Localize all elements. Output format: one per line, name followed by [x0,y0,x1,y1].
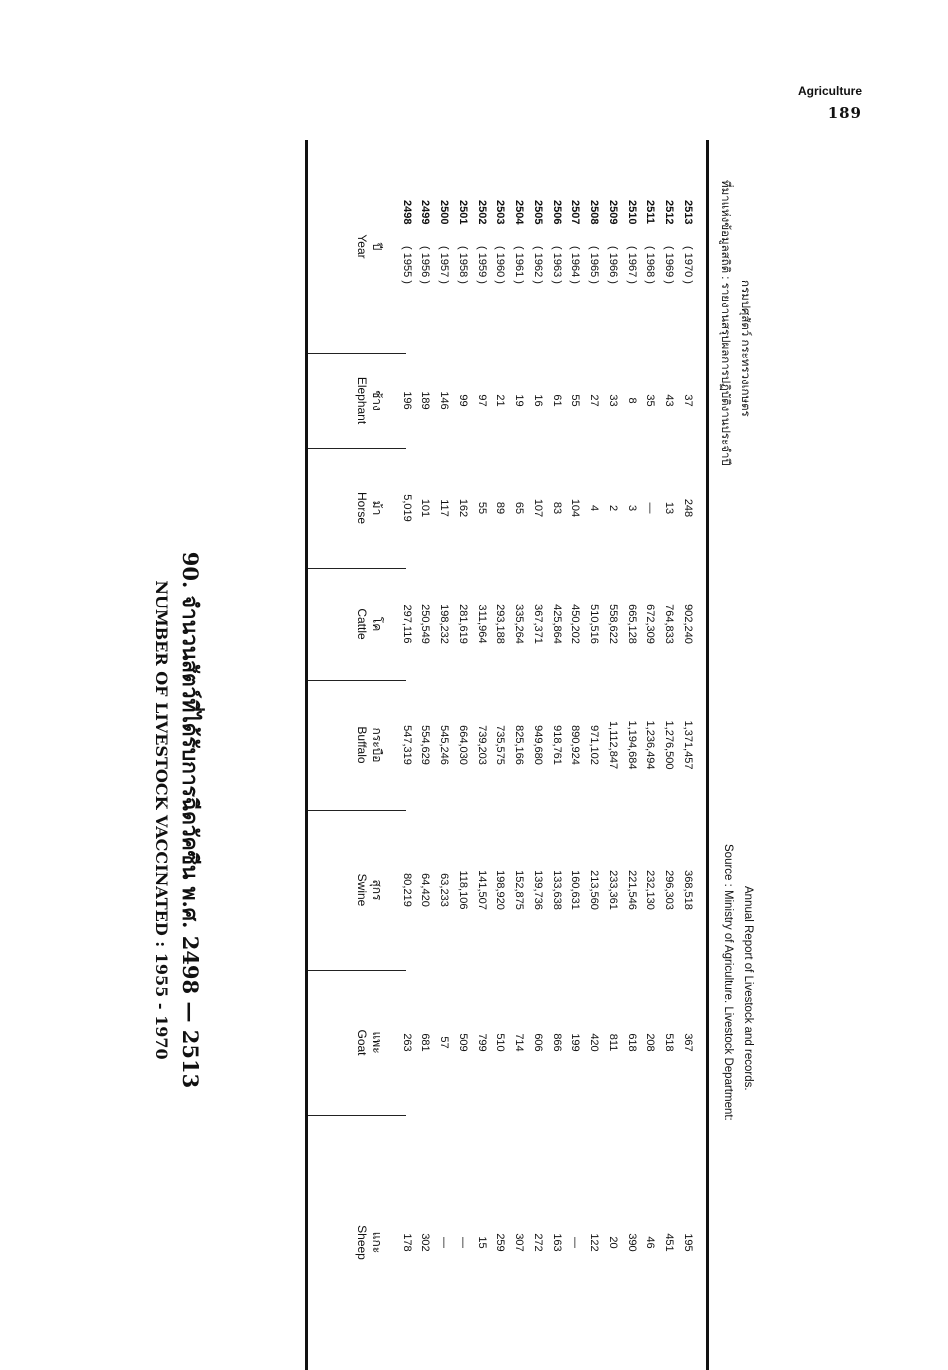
table-title-block [152,440,206,1200]
table-cell-goat: 606 [532,1033,544,1052]
table-cell-goat: 799 [475,1033,488,1052]
table-cell-horse: 2 [607,504,619,512]
table-cell-horse: 107 [532,498,544,518]
column-header-thai: กระบือ [370,727,384,763]
table-cell-goat: 509 [457,1033,469,1052]
column-header-thai: ช้าง [370,390,384,411]
column-header-sheep [354,1115,384,1370]
table-cell-goat: 263 [400,1033,413,1052]
table-cell-elephant: 189 [419,391,432,410]
year-gregorian: ( 1956 ) [419,246,432,284]
table-cell-buffalo: 739,203 [475,725,488,765]
table-cell-goat: 367 [682,1033,694,1052]
table-cell-horse: 3 [625,504,638,512]
column-header-english: Sheep [355,1225,369,1260]
table-row-year [475,200,489,306]
footnote-thai-source: ที่มาแห่งข้อมูลสถิติ : รายงานสรุปผลการปฏิบัติงานประจำปี [719,180,731,466]
year-buddhist-era: 2512 [663,200,676,225]
table-column-buffalo [308,680,706,810]
year-buddhist-era: 2513 [682,200,694,225]
year-buddhist-era: 2502 [475,200,488,225]
table-cell-cattle: 665,128 [625,604,638,644]
table-cell-buffalo: 547,319 [400,725,413,765]
table-cell-buffalo: 890,924 [569,725,582,765]
year-gregorian: ( 1968 ) [644,246,657,284]
table-cell-cattle: 297,116 [400,604,413,644]
table-cell-elephant: 146 [438,391,451,410]
column-separator [308,1115,406,1116]
table-row-year [400,200,414,306]
year-gregorian: ( 1963 ) [550,246,563,284]
table-cell-goat: 510 [494,1033,507,1052]
year-buddhist-era: 2505 [532,200,544,225]
table-cell-sheep: 451 [663,1233,676,1252]
column-header-thai: ปี [370,242,384,251]
table-cell-sheep: 122 [588,1233,601,1252]
table-row-year [419,200,433,306]
table-cell-horse: 89 [494,501,507,515]
footnote-thai-department: กรมปศุสัตว์ กระทรวงเกษตร [739,280,751,417]
table-cell-horse: — [644,502,657,514]
year-buddhist-era: 2508 [588,200,601,225]
table-row-year [512,200,526,306]
column-separator [308,680,406,681]
year-gregorian: ( 1957 ) [438,246,451,284]
table-row-year [569,200,583,306]
rotated-table-page [134,140,774,1370]
table-cell-buffalo: 918,761 [550,725,563,765]
table-cell-goat: 420 [588,1033,601,1052]
footnote-english-report: Annual Report of Livestock and records. [742,886,754,1091]
table-bottom-rule [706,140,709,1370]
table-cell-cattle: 450,202 [569,604,582,644]
table-cell-cattle: 311,964 [475,604,488,644]
table-cell-goat: 208 [644,1033,657,1052]
column-header-english: Horse [355,491,369,524]
table-cell-horse: 104 [569,498,582,518]
table-cell-swine: 368,518 [682,870,694,910]
table-cell-elephant: 37 [682,394,694,407]
page-number: 189 [827,104,862,122]
table-row-year [662,200,676,306]
page-header [798,84,862,122]
table-cell-swine: 233,361 [607,870,619,910]
table-cell-goat: 518 [663,1033,676,1052]
table-cell-elephant: 55 [569,394,582,407]
table-cell-swine: 80,219 [400,873,413,907]
table-cell-elephant: 27 [588,394,601,407]
column-header-english: Goat [355,1029,369,1056]
column-header-cattle [354,568,384,680]
table-cell-goat: 866 [550,1033,563,1052]
table-cell-elephant: 97 [475,394,488,407]
table-column-horse [308,448,706,568]
table-cell-swine: 64,420 [419,873,432,907]
table-cell-cattle: 672,309 [644,604,657,644]
column-separator [308,448,406,449]
column-header-thai: แพะ [370,1031,384,1054]
table-cell-swine: 221,546 [625,870,638,910]
table-cell-elephant: 43 [663,394,676,407]
table-cell-swine: 139,736 [532,870,544,910]
table-cell-cattle: 902,240 [682,604,694,644]
table-cell-horse: 248 [682,498,694,518]
table-title-thai: 90. จำนวนสัตว์ที่ได้รับการฉีดวัคซีน พ.ศ. 2498 — 2513 [178,551,203,1089]
table-row-year [587,200,601,306]
footnotes [714,180,774,1370]
column-header-year [354,140,384,353]
year-gregorian: ( 1961 ) [513,246,526,284]
table-row-year [681,200,695,306]
year-buddhist-era: 2507 [569,200,582,225]
table-cell-sheep: 20 [607,1236,619,1249]
year-gregorian: ( 1970 ) [682,246,694,284]
table-cell-swine: 118,106 [457,870,469,910]
table-cell-swine: 296,303 [663,870,676,910]
table-cell-elephant: 33 [607,394,619,407]
table-cell-cattle: 198,232 [438,604,451,644]
table-cell-buffalo: 1,276,500 [663,720,676,770]
table-cell-buffalo: 971,102 [588,725,601,765]
column-header-english: Buffalo [355,726,369,764]
year-buddhist-era: 2501 [457,200,469,225]
table-cell-elephant: 8 [625,397,638,404]
table-cell-goat: 714 [513,1033,526,1052]
table-cell-cattle: 293,188 [494,604,507,644]
table-cell-horse: 117 [438,499,451,517]
table-cell-swine: 152,875 [513,870,526,910]
year-buddhist-era: 2500 [438,200,451,225]
table-cell-goat: 681 [419,1033,432,1052]
table-cell-buffalo: 949,680 [532,725,544,765]
table-column-year [308,140,706,353]
table-cell-buffalo: 825,166 [513,725,526,765]
table-cell-swine: 213,560 [588,870,601,910]
table-cell-swine: 198,920 [494,870,507,910]
table-row-year [644,200,658,306]
table-row-year [437,200,451,306]
column-header-swine [354,810,384,970]
table-cell-elephant: 61 [550,394,563,407]
table-cell-buffalo: 545,246 [438,725,451,765]
year-gregorian: ( 1955 ) [400,246,413,284]
table-cell-swine: 232,130 [644,870,657,910]
table-cell-cattle: 335,264 [513,604,526,644]
column-header-elephant [354,353,384,448]
year-gregorian: ( 1959 ) [475,246,488,284]
year-gregorian: ( 1962 ) [532,246,544,284]
table-cell-elephant: 16 [532,394,544,407]
table-cell-sheep: 195 [682,1233,694,1252]
table-cell-elephant: 99 [457,394,469,407]
year-gregorian: ( 1966 ) [607,246,619,284]
table-row-year [456,200,470,306]
table-cell-buffalo: 664,030 [457,725,469,765]
table-cell-cattle: 250,549 [419,604,432,644]
table-cell-sheep: 390 [625,1233,638,1252]
table-row-year [625,200,639,306]
table-cell-sheep: 272 [532,1233,544,1252]
table-cell-goat: 57 [438,1036,451,1049]
table-cell-elephant: 19 [513,394,526,407]
table-column-goat [308,970,706,1115]
table-cell-buffalo: 554,629 [419,725,432,765]
year-gregorian: ( 1958 ) [457,246,469,284]
year-buddhist-era: 2510 [625,200,638,225]
table-cell-cattle: 281,619 [457,604,469,644]
column-header-thai: โค [370,616,384,632]
year-buddhist-era: 2498 [400,200,413,225]
column-header-thai: ม้า [370,500,384,516]
table-column-elephant [308,353,706,448]
table-cell-sheep: 178 [400,1233,413,1252]
column-header-thai: แกะ [370,1231,384,1254]
table-cell-swine: 160,631 [569,870,582,910]
footnote-english-source: Source : Ministry of Agriculture. Livestock Department: [722,844,734,1121]
column-header-english: Cattle [355,608,369,640]
table-title-english: NUMBER OF LIVESTOCK VACCINATED : 1955 - 1970 [152,580,171,1060]
table-cell-swine: 133,638 [550,870,563,910]
table-cell-elephant: 196 [400,391,413,410]
table-cell-buffalo: 735,575 [494,725,507,765]
table-cell-sheep: 302 [419,1233,432,1252]
column-header-english: Year [355,234,369,259]
column-separator [308,970,406,971]
table-cell-goat: 811 [607,1033,619,1052]
column-separator [308,568,406,569]
table-cell-swine: 63,233 [438,873,451,907]
table-cell-cattle: 425,864 [550,604,563,644]
table-row-year [494,200,508,306]
table-cell-horse: 101 [419,498,432,518]
table-cell-horse: 65 [513,501,526,515]
year-gregorian: ( 1965 ) [588,246,601,284]
section-label: Agriculture [797,84,862,98]
table-cell-cattle: 510,516 [588,604,601,644]
table-cell-buffalo: 1,112,847 [607,720,619,770]
year-gregorian: ( 1969 ) [663,246,676,284]
table-cell-horse: 13 [663,501,676,515]
year-buddhist-era: 2503 [494,200,507,225]
table-cell-buffalo: 1,371,457 [682,720,694,770]
table-cell-sheep: — [438,1237,451,1248]
table-cell-goat: 199 [569,1033,582,1052]
table-cell-elephant: 21 [494,394,507,407]
table-cell-cattle: 764,833 [663,604,676,644]
column-header-english: Elephant [355,376,369,425]
year-buddhist-era: 2506 [550,200,563,225]
table-cell-buffalo: 1,194,684 [625,720,638,770]
table-cell-sheep: 15 [475,1236,488,1249]
year-buddhist-era: 2499 [419,200,432,225]
table-row-year [606,200,620,306]
table-cell-horse: 55 [475,501,488,515]
table-cell-buffalo: 1,236,494 [644,720,657,770]
table-cell-sheep: 307 [513,1233,526,1252]
column-header-english: Swine [355,873,369,907]
table-column-sheep [308,1115,706,1370]
table-cell-elephant: 35 [644,394,657,407]
table-cell-sheep: 259 [494,1233,507,1252]
livestock-table [308,140,706,1370]
column-header-buffalo [354,680,384,810]
table-cell-cattle: 367,371 [532,604,544,644]
table-cell-horse: 4 [588,504,601,512]
table-cell-sheep: — [457,1237,469,1248]
column-header-goat [354,970,384,1115]
year-buddhist-era: 2504 [513,200,526,225]
column-separator [308,353,406,354]
table-cell-swine: 141,507 [475,870,488,910]
table-cell-sheep: 46 [644,1236,657,1249]
table-cell-cattle: 558,622 [607,604,619,644]
table-cell-sheep: 163 [550,1233,563,1252]
table-row-year [531,200,545,306]
table-cell-goat: 618 [625,1033,638,1052]
year-buddhist-era: 2509 [607,200,619,225]
table-cell-horse: 5,019 [400,494,413,522]
table-column-cattle [308,568,706,680]
column-separator [308,810,406,811]
table-cell-horse: 162 [457,498,469,518]
table-row-year [550,200,564,306]
table-cell-horse: 83 [550,501,563,515]
year-gregorian: ( 1967 ) [625,246,638,284]
year-buddhist-era: 2511 [644,200,657,224]
table-column-swine [308,810,706,970]
column-header-horse [354,448,384,568]
year-gregorian: ( 1964 ) [569,246,582,284]
table-cell-sheep: — [569,1237,582,1248]
year-gregorian: ( 1960 ) [494,246,507,284]
column-header-thai: สุกร [370,879,384,901]
